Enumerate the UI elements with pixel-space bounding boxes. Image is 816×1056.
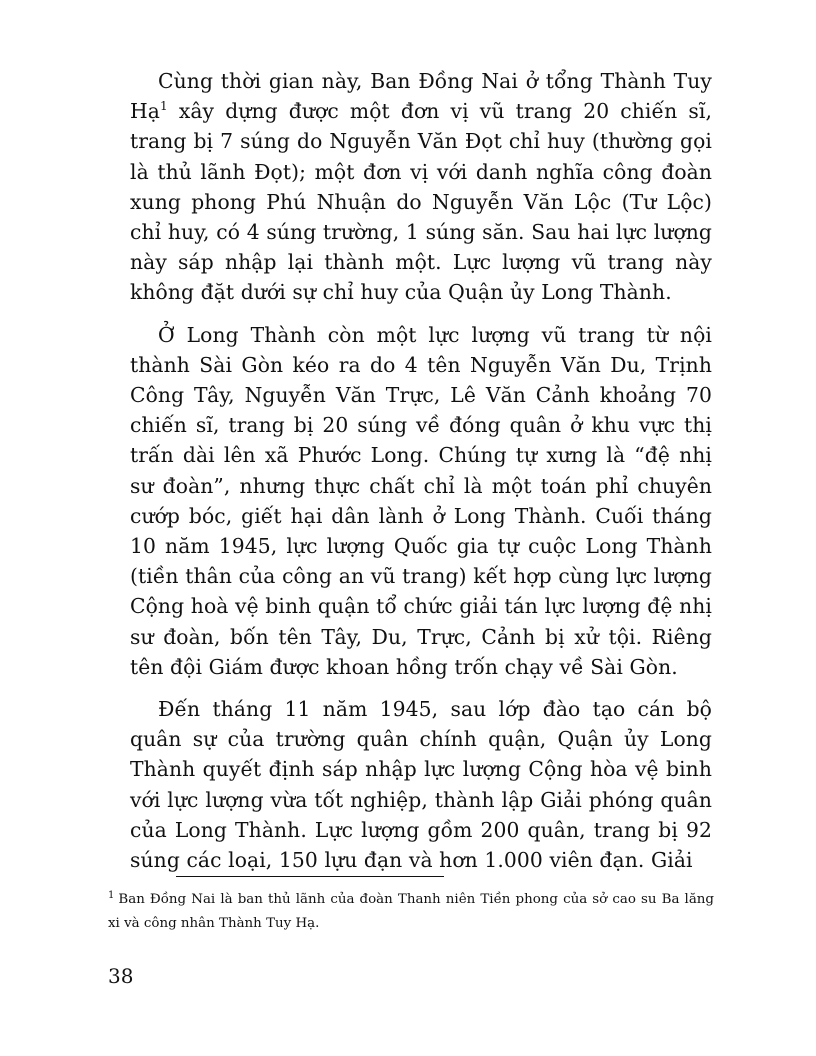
paragraph-3: Đến tháng 11 năm 1945, sau lớp đào tạo cán bộ quân sự của trường quân chính quận, Quận ủy Long Thành quyết định sáp nhập lực lượng Cộng hòa vệ binh với lực lượng vừa tốt nghiệp, thành lập Giải phóng quân của Long Thành. Lực lượng gồm 200 quân, trang bị 92 súng các loại, 150 lựu đạn và hơn 1.000 viên đạn. Giải — [130, 697, 712, 873]
footnote-reference[interactable]: 1 — [159, 99, 168, 114]
footnote-marker: 1 — [108, 889, 115, 901]
footnote — [108, 888, 714, 936]
paragraph-2: Ở Long Thành còn một lực lượng vũ trang từ nội thành Sài Gòn kéo ra do 4 tên Nguyễn Văn Du, Trịnh Công Tây, Nguyễn Văn Trực, Lê Văn Cảnh khoảng 70 chiến sĩ, trang bị 20 súng về đóng quân ở khu vực thị trấn dài lên xã Phước Long. Chúng tự xưng là “đệ nhị sư đoàn”, nhưng thực chất chỉ là một toán phỉ chuyên cướp bóc, giết hại dân lành ở Long Thành. Cuối tháng 10 năm 1945, lực lượng Quốc gia tự cuộc Long Thành (tiền thân của công an vũ trang) kết hợp cùng lực lượng Cộng hoà vệ binh quận tổ chức giải tán lực lượng đệ nhị sư đoàn, bốn tên Tây, Du, Trực, Cảnh bị xử tội. Riêng tên đội Giám được khoan hồng trốn chạy về Sài Gòn. — [130, 322, 712, 679]
footnote-divider — [176, 876, 444, 877]
paragraph-1-before-note: Cùng thời gian này, Ban Đồng Nai ở tổng Thành Tuy Hạ — [130, 69, 712, 124]
paragraph-1-after-note: xây dựng được một đơn vị vũ trang 20 chiến sĩ, trang bị 7 súng do Nguyễn Văn Đọt chỉ huy (thường gọi là thủ lãnh Đọt); một đơn vị với danh nghĩa công đoàn xung phong Phú Nhuận do Nguyễn Văn Lộc (Tư Lộc) chỉ huy, có 4 súng trường, 1 súng săn. Sau hai lực lượng này sáp nhập lại thành một. Lực lượng vũ trang này không đặt dưới sự chỉ huy của Quận ủy Long Thành. — [130, 99, 712, 305]
body-text — [130, 66, 712, 887]
paragraph-1 — [130, 66, 712, 308]
page-number: 38 — [108, 964, 134, 988]
footnote-text: Ban Đồng Nai là ban thủ lãnh của đoàn Thanh niên Tiền phong của sở cao su Ba lăng xi và công nhân Thành Tuy Hạ. — [108, 892, 714, 931]
